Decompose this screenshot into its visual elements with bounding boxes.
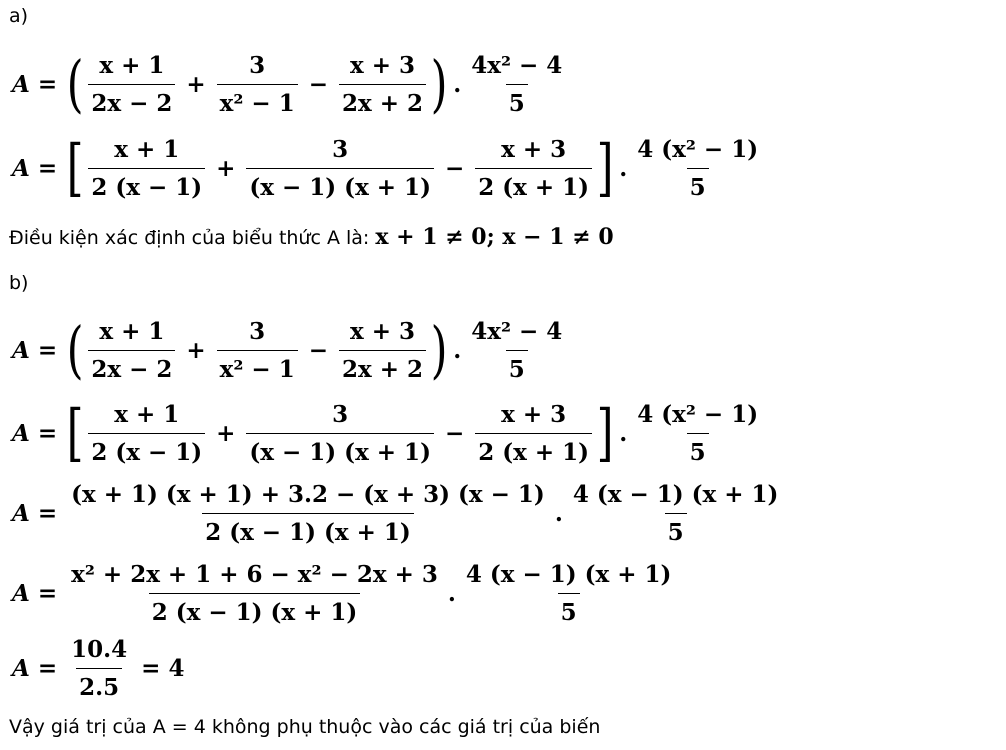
- denominator: 5: [506, 350, 528, 383]
- fraction: [339, 318, 426, 383]
- denominator: 2x − 2: [88, 350, 175, 383]
- numerator: 3: [332, 400, 349, 428]
- part-b-equation-2: [12, 391, 764, 475]
- numerator: 3: [249, 51, 266, 79]
- multiply-dot: .: [619, 154, 628, 182]
- part-a-label: a): [9, 5, 29, 27]
- left-paren: (: [66, 313, 84, 386]
- part-a-equation-1: [12, 42, 568, 126]
- fraction: [88, 136, 205, 201]
- operator: +: [216, 154, 236, 182]
- denominator: 5: [687, 433, 709, 466]
- operator: +: [216, 419, 236, 447]
- right-paren: ): [430, 47, 448, 120]
- denominator: (x − 1) (x + 1): [246, 168, 434, 201]
- denominator: x² − 1: [217, 84, 298, 117]
- numerator: x + 3: [501, 400, 567, 428]
- fraction: [475, 136, 592, 201]
- lhs: A: [12, 499, 30, 527]
- operator: −: [308, 336, 328, 364]
- numerator: x + 3: [501, 135, 567, 163]
- numerator: x² + 2x + 1 + 6 − x² − 2x + 3: [71, 560, 438, 588]
- fraction: [339, 52, 426, 117]
- numerator: 3: [249, 317, 266, 345]
- denominator: 2 (x − 1): [88, 433, 205, 466]
- lhs: A: [12, 419, 30, 447]
- denominator: 5: [687, 168, 709, 201]
- denominator: (x − 1) (x + 1): [246, 433, 434, 466]
- lhs: A: [12, 70, 30, 98]
- right-paren: ): [430, 313, 448, 386]
- numerator: (x + 1) (x + 1) + 3.2 − (x + 3) (x − 1): [71, 480, 545, 508]
- equals-sign: =: [37, 499, 58, 527]
- numerator: 4 (x − 1) (x + 1): [465, 560, 672, 588]
- fraction: [634, 401, 761, 466]
- multiply-dot: .: [554, 499, 563, 527]
- numerator: 4x² − 4: [471, 51, 563, 79]
- fraction: [217, 318, 298, 383]
- part-b-equation-3: [12, 471, 784, 555]
- fraction: [68, 561, 441, 626]
- part-b-equation-4: [12, 551, 677, 635]
- equals-sign: =: [37, 654, 58, 682]
- left-bracket: [: [66, 131, 84, 204]
- denominator: 2 (x − 1) (x + 1): [202, 513, 414, 546]
- equals-sign: =: [37, 70, 58, 98]
- numerator: x + 3: [350, 51, 416, 79]
- lhs: A: [12, 579, 30, 607]
- denominator: 2.5: [76, 668, 122, 701]
- denominator: 2x + 2: [339, 350, 426, 383]
- equals-sign: =: [37, 336, 58, 364]
- equals-sign: =: [37, 154, 58, 182]
- fraction: [88, 318, 175, 383]
- lhs: A: [12, 654, 30, 682]
- fraction: [475, 401, 592, 466]
- fraction: [468, 318, 565, 383]
- numerator: x + 1: [99, 317, 165, 345]
- multiply-dot: .: [453, 70, 462, 98]
- condition-text: Điều kiện xác định của biểu thức A là:: [9, 227, 376, 249]
- numerator: x + 1: [114, 400, 180, 428]
- denominator: 2 (x − 1): [88, 168, 205, 201]
- equals-sign: =: [37, 419, 58, 447]
- fraction: [68, 481, 548, 546]
- part-b-label: b): [9, 272, 29, 294]
- numerator: x + 1: [99, 51, 165, 79]
- numerator: 4 (x² − 1): [637, 400, 759, 428]
- domain-condition: [9, 226, 614, 248]
- denominator: 5: [665, 513, 687, 546]
- left-bracket: [: [66, 396, 84, 469]
- denominator: 2x + 2: [339, 84, 426, 117]
- fraction: [88, 52, 175, 117]
- part-a-equation-2: [12, 126, 764, 210]
- part-b-equation-5: [12, 626, 184, 710]
- denominator: 5: [558, 593, 580, 626]
- multiply-dot: .: [453, 336, 462, 364]
- denominator: 2 (x + 1): [475, 433, 592, 466]
- numerator: 4 (x − 1) (x + 1): [572, 480, 779, 508]
- fraction: [68, 636, 130, 701]
- fraction: [217, 52, 298, 117]
- numerator: x + 3: [350, 317, 416, 345]
- fraction: [88, 401, 205, 466]
- fraction: [570, 481, 782, 546]
- denominator: 2 (x − 1) (x + 1): [149, 593, 361, 626]
- denominator: 2 (x + 1): [475, 168, 592, 201]
- multiply-dot: .: [619, 419, 628, 447]
- lhs: A: [12, 154, 30, 182]
- numerator: 4 (x² − 1): [637, 135, 759, 163]
- multiply-dot: .: [447, 579, 456, 607]
- fraction: [463, 561, 675, 626]
- conclusion-text: Vậy giá trị của A = 4 không phụ thuộc vào các giá trị của biến: [9, 716, 601, 738]
- denominator: 5: [506, 84, 528, 117]
- numerator: 10.4: [71, 635, 128, 663]
- right-bracket: ]: [596, 131, 614, 204]
- equals-sign: =: [37, 579, 58, 607]
- fraction: [634, 136, 761, 201]
- right-bracket: ]: [596, 396, 614, 469]
- equals-sign: =: [141, 654, 161, 682]
- fraction: [468, 52, 565, 117]
- numerator: x + 1: [114, 135, 180, 163]
- condition-math: x + 1 ≠ 0; x − 1 ≠ 0: [375, 224, 614, 250]
- operator: +: [186, 336, 206, 364]
- denominator: x² − 1: [217, 350, 298, 383]
- lhs: A: [12, 336, 30, 364]
- operator: −: [444, 154, 465, 182]
- part-b-equation-1: [12, 308, 568, 392]
- left-paren: (: [66, 47, 84, 120]
- fraction: [246, 136, 434, 201]
- denominator: 2x − 2: [88, 84, 175, 117]
- fraction: [246, 401, 434, 466]
- numerator: 3: [332, 135, 349, 163]
- numerator: 4x² − 4: [471, 317, 563, 345]
- operator: +: [186, 70, 206, 98]
- result-value: 4: [168, 654, 185, 682]
- operator: −: [308, 70, 328, 98]
- operator: −: [444, 419, 465, 447]
